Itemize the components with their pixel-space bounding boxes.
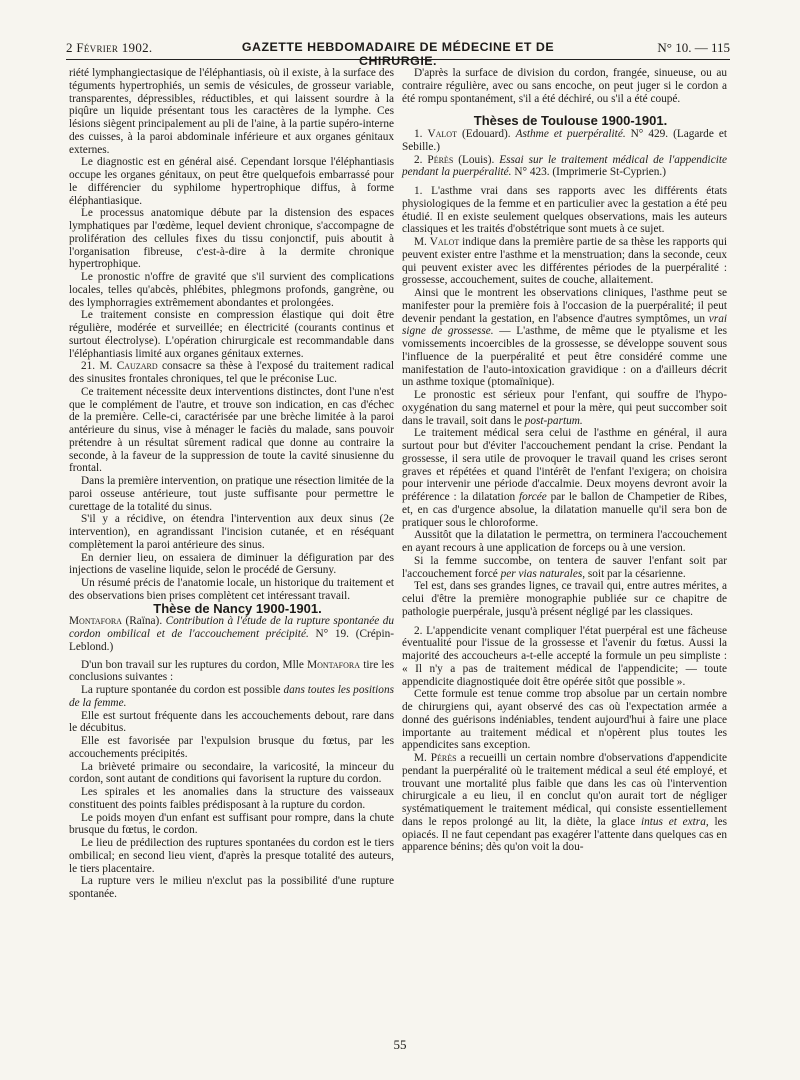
emphasis: vrai signe de grossesse. [402,312,727,338]
thesis-title: Contribution à l'étude de la rupture spontanée du cordon ombilical et de l'accouchement précipité. [69,615,394,640]
paragraph [402,236,727,287]
item-number: 2. [414,153,423,166]
paragraph [69,659,394,685]
paragraph [69,684,394,710]
paragraph: Un résumé précis de l'anatomie locale, un historique du traitement et des observations bien prises complètent cet intéressant travail. [69,577,394,602]
paragraph: 2. L'appendicite venant compliquer l'état puerpéral est une fâcheuse éventualité pour l'issue de la grossesse et l'avenir du fœtus. Aussi la majorité des accoucheurs a-t-elle accepté la formule un peu simpliste : « Il n'y a pas de traitement médical de l'appendicite; — toute appendicite diagnostiquée doit être opérée sitôt que possible ». [402,624,727,688]
paragraph: Le pronostic n'offre de gravité que s'il survient des complications locales, telles qu'abcès, phlébites, phlegmons profonds, gangrène, ou des lymphorragies extrêmement abondantes et prolongées. [69,271,394,309]
author-name: Montafora [307,658,361,671]
paragraph: Le lieu de prédilection des ruptures spontanées du cordon est le tiers ombilical; en second lieu vient, d'après la presque totalité des auteurs, le tiers placentaire. [69,837,394,875]
running-header [66,38,730,68]
paragraph-text: a recueilli un certain nombre d'observations d'appendicite pendant la puerpéralité où le traitement médical a seul été employé, et trouvant une mortalité plus faible que dans les cas où l'intervention chirurgicale a eu lieu, il en conclut qu'on aurait tort de négliger systématiquement le traitement médical, qui consiste essentiellement dans le repos prolongé au lit, la diète, la glace [402,752,727,828]
paragraph: Elle est surtout fréquente dans les accouchements debout, rare dans le décubitus. [69,709,394,735]
header-date: 2 Février 1902. [66,40,153,55]
thesis-title: Asthme et puerpéralité. [515,128,626,140]
author-name: Pérès [430,752,457,764]
section-title-nancy: Thèse de Nancy 1900-1901. [153,600,322,616]
paragraph: Elle est favorisée par l'expulsion brusque du fœtus, par les accouchements précipités. [69,735,394,760]
paragraph: Le diagnostic est en général aisé. Cependant lorsque l'éléphantiasis occupe les organes génitaux, on peut être quelquefois embarrassé pour le différencier du syphilome hypertrophique diffus, à forme éléphantiasique. [69,156,394,207]
emphasis: intus et extra, [640,815,709,828]
paragraph-text: tire les conclusions suivantes : [69,658,394,684]
author-name: Montafora [69,615,122,628]
paragraph-text: La rupture spontanée du cordon est possible [81,684,284,696]
author-name: Pérès [427,153,454,166]
header-issue-page: N° 10. — 115 [657,40,730,55]
thesis-reference [402,154,727,180]
author-firstname: (Louis). [453,153,500,166]
paragraph: Le processus anatomique débute par la distension des espaces lymphatiques par l'œdème, lequel devient chronique, s'accompagne de prolifération des cellules fixes du tissu conjonctif, puis aboutit à l'organisation fibreuse, c'est-à-dire à la dermite chronique hypertrophique. [69,207,394,271]
paragraph-text: Si la femme succombe, on tentera de sauver l'enfant soit par l'accouchement forcé [402,554,727,580]
paragraph [402,389,727,427]
paragraph-text: M. [414,236,430,248]
paragraph-text: soit par la césarienne. [585,567,686,580]
section-title-toulouse: Thèses de Toulouse 1900-1901. [473,113,668,129]
paragraph-text: par le ballon de Champetier de Ribes, et, en cas d'urgence absolue, la dilatation manuelle qu'il sera bon de pratiquer sous le chloroforme. [402,491,727,529]
emphasis: forcée [518,491,547,503]
thesis-reference [69,615,394,653]
paragraph: Le traitement consiste en compression élastique qui doit être régulière, modérée et surveillée; en électricité (courants continus et surtout électrolyse). L'opération chirurgicale est recommandable dans l'éléphantiasis limité aux organes génitaux externes. [69,309,394,360]
paragraph: S'il y a récidive, on étendra l'intervention aux deux sinus (2e intervention), en agrandissant l'incision cutanée, et en réséquant complètement la paroi antérieure des sinus. [69,513,394,551]
emphasis: post-partum. [524,414,583,427]
right-column [402,67,727,854]
emphasis: per vias naturales, [500,567,586,580]
paragraph [402,427,727,529]
emphasis: dans toutes les positions de la femme. [69,684,394,709]
paragraph-text: Le pronostic est sérieux pour l'enfant, qui souffre de l'hypo-oxygénation du sang maternel et pour la mère, qui peut succomber soit dans le travail, soit dans le [402,389,727,427]
author-firstname: (Raïna). [121,615,166,628]
author-name: M. Cauzard [99,360,158,373]
paragraph [402,752,727,854]
paragraph: riété lymphangiectasique de l'éléphantiasis, où il existe, à la surface des téguments hypertrophiés, un semis de vésicules, de grosseur variable, transparentes, dépressibles, réductibles, et qui laissent sourdre à la piqûre un liquide présentant tous les caractères de la lymphe. Ces lésions siègent principalement au pli de l'aine, à la partie supéro-interne des cuisses, à la paroi abdominale inférieure et aux organes génitaux externes. [69,67,394,156]
paragraph-text: — L'asthme, de même que le ptyalisme et les vomissements incoercibles de la grossesse, se développe souvent sous l'influence de la puerpéralité et peut être considéré comme une manifestation de l'auto-intoxication gravidique : on a d'ailleurs décrit un asthme toxique (ptomaïnique). [402,325,727,389]
author-name: Valot [427,128,457,140]
thesis-publisher: N° 423. (Imprimerie St-Cyprien.) [511,166,666,179]
paragraph-text: indique dans la première partie de sa thèse les rapports qui peuvent exister entre l'asthme et la menstruation; dans la seconde, ceux qui peuvent exister avec les différentes périodes de la puerpéralité : grossesse, accouchement, suites de couche, allaitement. [402,236,727,287]
paragraph-text: les opiacés. Il ne faut cependant pas exagérer l'attente dans quelques cas en apparence bénins; dès qu'on voit la dou- [402,815,728,854]
thesis-title: Essai sur le traitement médical de l'appendicite pendant la puerpéralité. [402,153,727,179]
paragraph: La brièveté primaire ou secondaire, la varicosité, la minceur du cordon, sont autant de conditions qui favorisent la rupture du cordon. [69,760,394,786]
paragraph: En dernier lieu, on essaiera de diminuer la défiguration par des injections de vaseline liquide, selon le procédé de Gersuny. [69,551,394,577]
paragraph-text: D'un bon travail sur les ruptures du cordon, Mlle [81,658,308,671]
paragraph: Tel est, dans ses grandes lignes, ce travail qui, entre autres mérites, a celui d'être la première monographie publiée sur ce chapitre de pathologie puerpérale, jusqu'à présent négligé par les classiques. [402,580,727,618]
author-name: Valot [429,236,460,248]
paragraph [402,555,727,581]
paragraph: Ce traitement nécessite deux interventions distinctes, dont l'une n'est que le complément de l'autre, et trouve son indication, en cas d'échec de la première. Celle-ci, caractérisée par une brèche limitée à la paroi antérieure du sinus, vise à ménager le faciès du malade, sans pouvoir prétendre à un résultat sûrement radical que donne au contraire la seconde, à la faveur de la suppression de toute la cavité sinusienne du frontal. [69,385,394,475]
left-column [69,67,394,901]
paragraph: Dans la première intervention, on pratique une résection limitée de la paroi osseuse antérieure, tout juste suffisante pour permettre le curettage de la totalité du sinus. [69,475,394,513]
page-number: 55 [393,1037,407,1052]
paragraph-text: M. [414,752,431,764]
paragraph [69,360,394,386]
item-number: 21. [81,360,96,373]
paragraph: Cette formule est tenue comme trop absolue par un certain nombre de chirurgiens qui, ayant observé des cas où l'expectation armée a donné des guérisons indéniables, tendent aujourd'hui à faire une place importante au traitement médical et n'opèrent plus toutes les appendicites sans exception. [402,688,727,752]
paragraph: La rupture vers le milieu n'exclut pas la possibilité d'une rupture spontanée. [69,875,394,900]
paragraph [402,287,727,389]
header-journal-title: GAZETTE HEBDOMADAIRE DE MÉDECINE ET DE CHIRURGIE. [241,40,555,68]
item-number: 1. [414,128,423,140]
paragraph-text: consacre sa thèse à l'exposé du traitement radical des sinusites frontales chroniques, tel que le préconise Luc. [69,360,395,385]
paragraph: Aussitôt que la dilatation le permettra, on terminera l'accouchement en ayant recours à une application de forceps ou à une version. [402,529,727,554]
author-firstname: (Edouard). [456,128,516,140]
paragraph: Les spirales et les anomalies dans la structure des vaisseaux constituent des points faibles prédisposant à la rupture du cordon. [69,786,394,811]
thesis-publisher: N° 19. (Crépin-Leblond.) [69,628,394,653]
paragraph-text: Le traitement médical sera celui de l'asthme en général, il aura surtout pour but d'éviter l'accouchement pendant la crise. Pendant la grossesse, il sera utile de provoquer le travail quand les crises seront graves et répétées et quand l'intérêt de l'enfant l'exigera; on choisira pour intervenir une période d'accalmie. Deux moyens devront avoir la préférence : la dilatation [402,427,727,503]
paragraph: Le poids moyen d'un enfant est suffisant pour rompre, dans la chute brusque du fœtus, le cordon. [69,811,394,837]
paragraph-text: Ainsi que le montrent les observations cliniques, l'asthme peut se manifester pour la première fois à l'occasion de la puerpéralité; il peut devenir pendant la gestation, en l'absence d'autres symptômes, un [402,287,727,325]
paragraph: 1. L'asthme vrai dans ses rapports avec les différents états physiologiques de la femme et en particulier avec la gestation a été peu étudié. Il en existe seulement quelques observations, mais les auteurs classiques et les traités d'obstétrique sont muets à ce sujet. [402,185,727,236]
thesis-reference [402,128,727,154]
paragraph: D'après la surface de division du cordon, frangée, sinueuse, ou au contraire régulière, avec ou sans encoche, on peut juger si le cordon a été rompu spontanément, s'il a été déchiré, ou s'il a été coupé. [402,67,727,105]
thesis-publisher: N° 429. (Lagarde et Sebille.) [402,128,727,153]
